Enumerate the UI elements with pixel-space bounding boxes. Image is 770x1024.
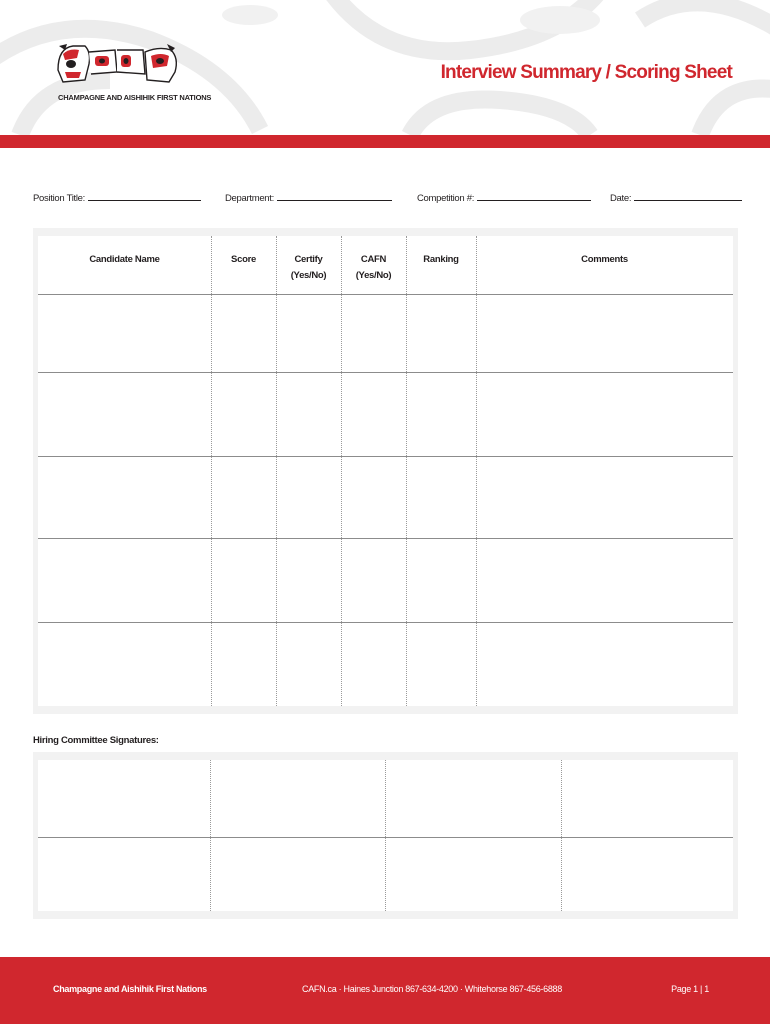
department-field[interactable] bbox=[225, 193, 392, 204]
position-title-label: Position Title: bbox=[33, 193, 85, 204]
column-label: Comments bbox=[581, 254, 628, 265]
column-label: Certify bbox=[294, 254, 323, 265]
column-header-cafn bbox=[341, 252, 406, 284]
signatures-label: Hiring Committee Signatures: bbox=[33, 735, 159, 746]
scoring-table bbox=[38, 236, 733, 706]
formline-thunderbird-logo-icon bbox=[55, 42, 180, 87]
signature-box[interactable] bbox=[211, 760, 385, 837]
column-label: Candidate Name bbox=[89, 254, 160, 265]
page-footer bbox=[0, 957, 770, 1024]
table-row[interactable] bbox=[38, 457, 733, 538]
footer-contact: CAFN.ca · Haines Junction 867-634-4200 · Whitehorse 867-456-6888 bbox=[302, 984, 562, 994]
page-title: Interview Summary / Scoring Sheet bbox=[440, 62, 732, 83]
competition-field[interactable] bbox=[417, 193, 591, 204]
form-fields-row bbox=[0, 193, 770, 209]
date-line[interactable] bbox=[634, 200, 742, 201]
column-header-candidate-name bbox=[38, 252, 211, 268]
header-divider bbox=[0, 135, 770, 148]
column-header-ranking bbox=[406, 252, 476, 268]
organization-name: CHAMPAGNE AND AISHIHIK FIRST NATIONS bbox=[58, 93, 212, 102]
signature-box[interactable] bbox=[386, 760, 561, 837]
signature-box[interactable] bbox=[386, 838, 561, 911]
table-row[interactable] bbox=[38, 539, 733, 622]
column-sublabel: (Yes/No) bbox=[355, 270, 392, 281]
department-label: Department: bbox=[225, 193, 274, 204]
signatures-grid bbox=[38, 760, 733, 911]
signatures-panel bbox=[33, 752, 738, 919]
column-label: Ranking bbox=[423, 254, 459, 265]
signature-box[interactable] bbox=[38, 760, 210, 837]
date-label: Date: bbox=[610, 193, 632, 204]
table-row[interactable] bbox=[38, 373, 733, 456]
column-header-certify bbox=[276, 252, 341, 284]
table-row[interactable] bbox=[38, 295, 733, 372]
position-title-field[interactable] bbox=[33, 193, 201, 204]
competition-label: Competition #: bbox=[417, 193, 475, 204]
column-sublabel: (Yes/No) bbox=[290, 270, 327, 281]
position-title-line[interactable] bbox=[88, 200, 201, 201]
column-label: CAFN bbox=[360, 254, 387, 265]
page-header bbox=[0, 0, 770, 135]
signature-box[interactable] bbox=[211, 838, 385, 911]
signature-box[interactable] bbox=[562, 760, 733, 837]
column-header-score bbox=[211, 252, 276, 268]
signature-box[interactable] bbox=[562, 838, 733, 911]
page-number: Page 1 | 1 bbox=[671, 984, 709, 994]
scoring-table-panel bbox=[33, 228, 738, 714]
competition-line[interactable] bbox=[477, 200, 591, 201]
date-field[interactable] bbox=[610, 193, 742, 204]
column-header-comments bbox=[476, 252, 733, 268]
footer-organization: Champagne and Aishihik First Nations bbox=[53, 984, 207, 994]
column-label: Score bbox=[231, 254, 256, 265]
table-row[interactable] bbox=[38, 623, 733, 706]
department-line[interactable] bbox=[277, 200, 392, 201]
signature-box[interactable] bbox=[38, 838, 210, 911]
